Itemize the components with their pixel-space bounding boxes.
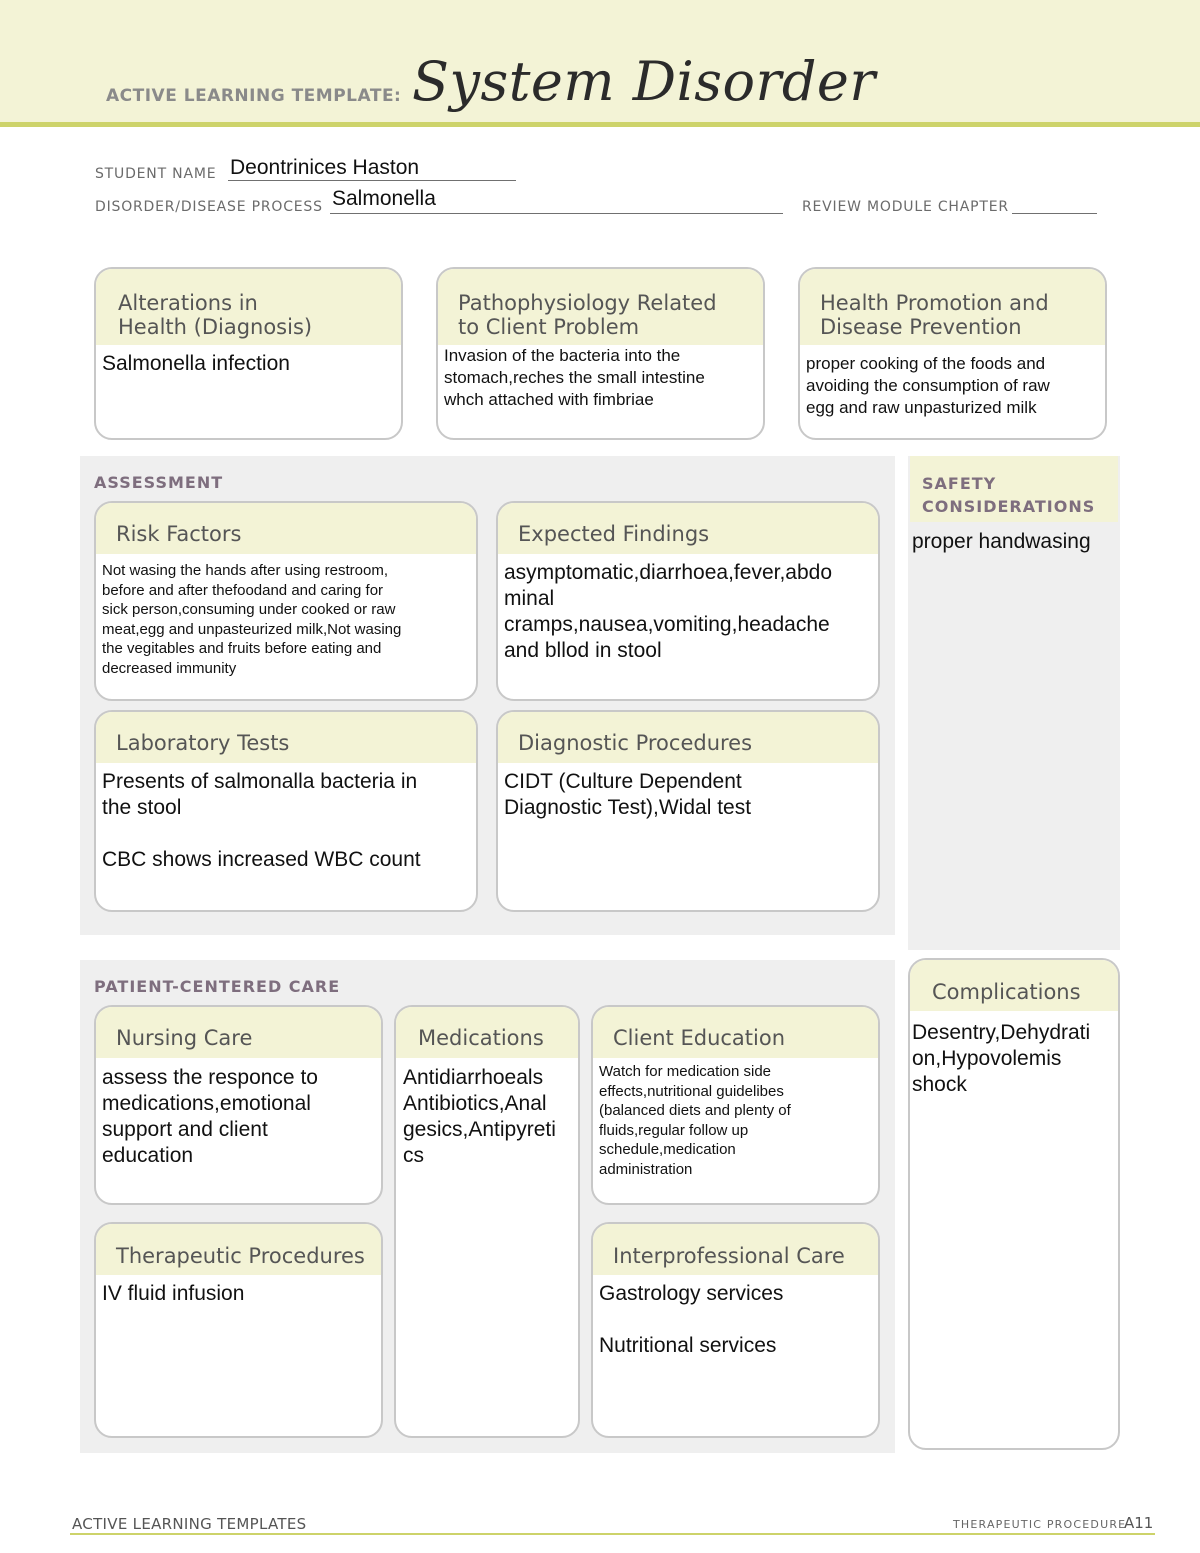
therapeutic-procedures-content[interactable]: IV fluid infusion [102,1282,245,1305]
review-module-label: REVIEW MODULE CHAPTER [802,199,1009,215]
health-promotion-title: Health Promotion and Disease Prevention [800,269,1105,345]
header-rule [0,122,1200,127]
diagnostic-procedures-box [496,710,880,912]
patient-care-title: PATIENT-CENTERED CARE [94,977,341,996]
therapeutic-procedures-box [94,1222,383,1438]
client-education-box [591,1005,880,1205]
expected-findings-box [496,501,880,701]
complications-content[interactable]: Desentry,Dehydrati on,Hypovolemis shock [912,1021,1091,1096]
diagnostic-procedures-content[interactable]: CIDT (Culture Dependent Diagnostic Test),Widal test [504,770,752,819]
template-label: ACTIVE LEARNING TEMPLATE: [106,86,402,106]
nursing-care-title: Nursing Care [96,1007,381,1058]
laboratory-tests-title: Laboratory Tests [96,712,476,763]
laboratory-tests-content[interactable]: Presents of salmonalla bacteria in the stool CBC shows increased WBC count [102,770,421,871]
footer-rule [70,1533,1155,1535]
student-name-line [228,180,516,181]
review-module-line[interactable] [1012,213,1097,214]
medications-title: Medications [396,1007,578,1058]
safety-title: SAFETY CONSIDERATIONS [910,456,1118,522]
health-promotion-content[interactable]: proper cooking of the foods and avoiding the consumption of raw egg and raw unpasturized milk [806,354,1050,417]
footer-right-label: THERAPEUTIC PROCEDURE [953,1518,1127,1531]
safety-content[interactable]: proper handwasing [912,530,1091,553]
complications-box [908,958,1120,1450]
alterations-content[interactable]: Salmonella infection [102,352,290,375]
risk-factors-title: Risk Factors [96,503,476,554]
interprofessional-care-box [591,1222,880,1438]
risk-factors-content[interactable]: Not wasing the hands after using restroom, before and after thefoodand and caring for sick person,consuming under cooked or raw meat,egg and unpasteurized milk,Not wasing the vegitables and fruits before eating and decreased immunity [102,562,402,677]
medications-box [394,1005,580,1438]
risk-factors-box [94,501,478,701]
student-name-label: STUDENT NAME [95,166,217,182]
disorder-line [330,213,783,214]
interprofessional-care-title: Interprofessional Care [593,1224,878,1275]
interprofessional-care-content[interactable]: Gastrology services Nutritional services [599,1282,784,1357]
laboratory-tests-box [94,710,478,912]
health-promotion-box [798,267,1107,440]
complications-title: Complications [910,960,1118,1011]
expected-findings-content[interactable]: asymptomatic,diarrhoea,fever,abdo minal cramps,nausea,vomiting,headache and bllod in stool [504,561,833,662]
assessment-title: ASSESSMENT [94,473,224,492]
diagnostic-procedures-title: Diagnostic Procedures [498,712,878,763]
client-education-title: Client Education [593,1007,878,1058]
expected-findings-title: Expected Findings [498,503,878,554]
page-number: A11 [1124,1514,1154,1532]
therapeutic-procedures-title: Therapeutic Procedures [96,1224,381,1275]
medications-content[interactable]: Antidiarrhoeals Antibiotics,Anal gesics,Antipyreti cs [403,1066,556,1167]
client-education-content[interactable]: Watch for medication side effects,nutritional guidelibes (balanced diets and plenty of fluids,regular follow up schedule,medication administration [599,1063,791,1178]
page-title: System Disorder [412,50,876,113]
student-name-value[interactable]: Deontrinices Haston [230,156,420,179]
footer-left-label: ACTIVE LEARNING TEMPLATES [72,1515,307,1533]
nursing-care-box [94,1005,383,1205]
alterations-title: Alterations in Health (Diagnosis) [96,269,401,345]
pathophysiology-box [436,267,765,440]
pathophysiology-content[interactable]: Invasion of the bacteria into the stomach,reches the small intestine whch attached with fimbriae [444,346,705,409]
pathophysiology-title: Pathophysiology Related to Client Problem [438,269,763,345]
alterations-box [94,267,403,440]
nursing-care-content[interactable]: assess the responce to medications,emotional support and client education [102,1066,318,1167]
disorder-value[interactable]: Salmonella [332,187,436,210]
disorder-label: DISORDER/DISEASE PROCESS [95,199,323,215]
